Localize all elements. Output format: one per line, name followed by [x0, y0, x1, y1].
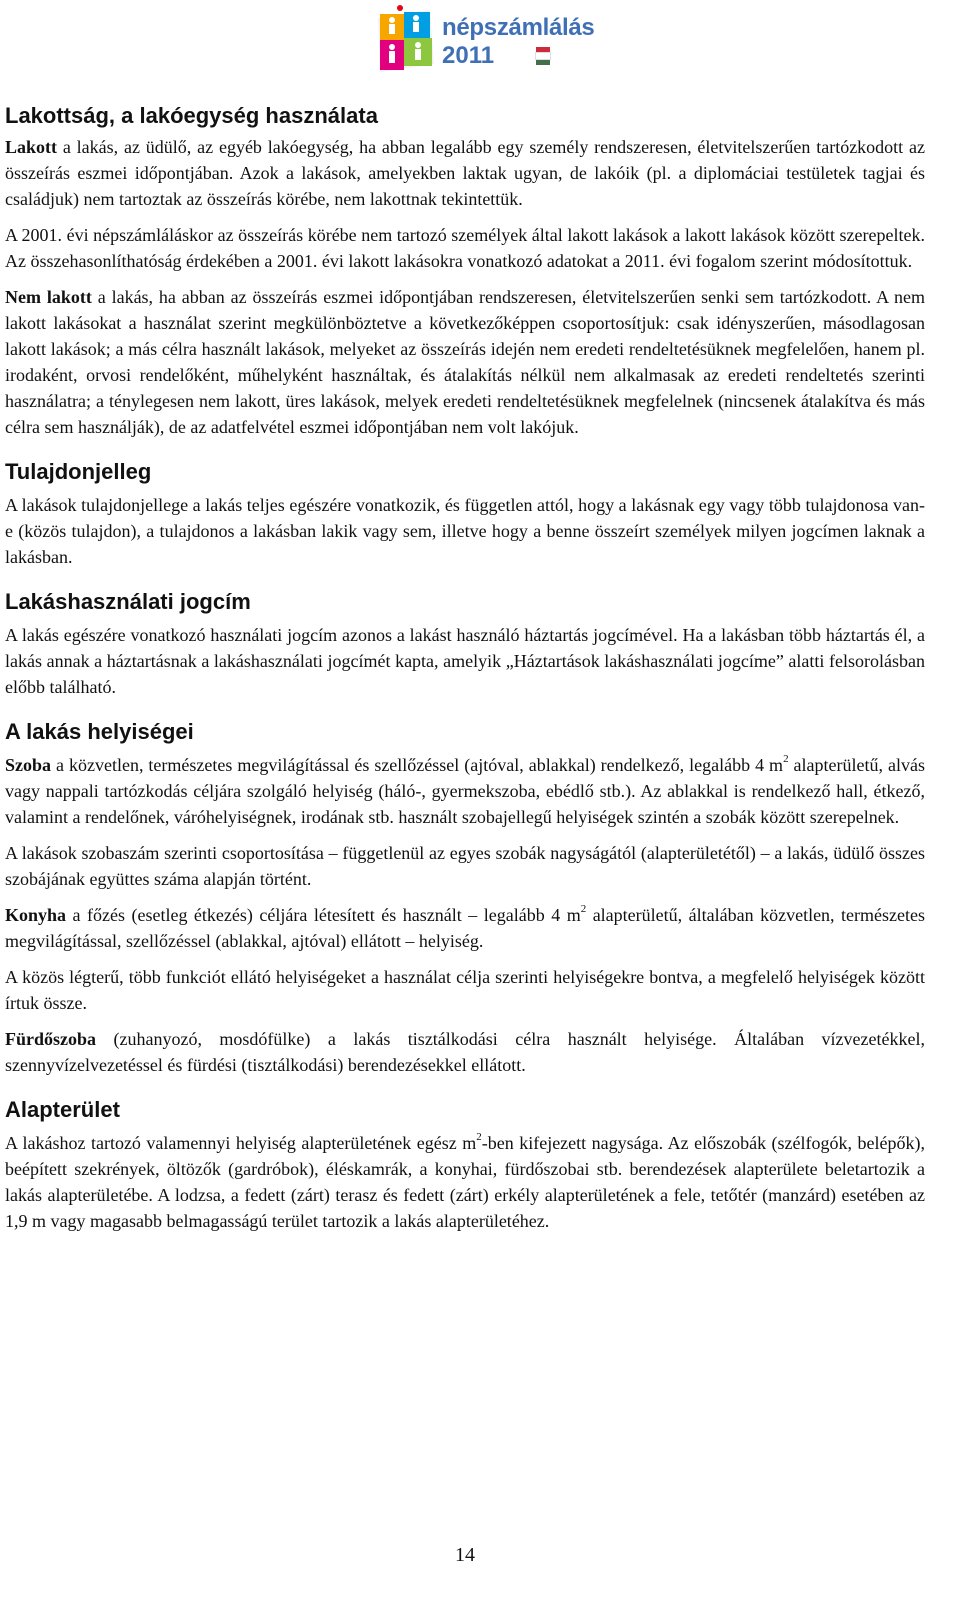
census-figures-icon	[370, 4, 438, 76]
term-nem-lakott: Nem lakott	[5, 287, 92, 307]
term-furdoszoba: Fürdőszoba	[5, 1029, 97, 1049]
page-number: 14	[455, 1544, 475, 1566]
paragraph-alapterulet: A lakáshoz tartozó valamennyi helyiség alapterületének egész $m^2$-ben kifejezett nagysága. Az előszobák (szélfogók, belépők), beépített szekrények, öltözők (gardróbok), éléskamrák, a konyhai, fürdőszobai stb. berendezések alapterülete beletartozik a lakás alapterületébe. A lodzsa, a fedett (zárt) terasz és fedett (zárt) erkély alapterületének a fele, tetőtér (manzárd) esetében az 1,9 m vagy magasabb belmagasságú terület tartozik a lakás alapterületéhez.	[5, 1131, 925, 1231]
document-body	[5, 102, 925, 1234]
section-title-alapterulet: Alapterület	[5, 1097, 120, 1122]
section-title-helyisegei: A lakás helyiségei	[5, 719, 194, 744]
term-konyha: Konyha	[5, 905, 67, 925]
section-title-lakottsag: Lakottság, a lakóegység használata	[5, 103, 378, 128]
paragraph-nem-lakott: Nem lakott a lakás, ha abban az összeírás eszmei időpontjában rendszeresen, életvitelszerűen senki sem tartózkodott. A nem lakott lakásokat a használat szerint megkülönböztetve a következőképpen csoportosítjuk: csak idényszerűen, másodlagosan lakott lakások; a más célra használt lakások, melyeket az összeírás idején nem eredeti rendeltetésüknek megfelelően, hanem pl. irodaként, orvosi rendelőként, műhelyként használtak, és átalakítás nélkül nem alkalmasak az eredeti rendeltetés szerinti használatra; a ténylegesen nem lakott, üres lakások, melyek eredeti rendeltetésüknek megfelelnek (nincsenek átalakítva és más célra sem használják), de az adatfelvétel eszmei időpontjában nem volt lakójuk.	[5, 287, 926, 437]
paragraph-konyha: Konyha a főzés (esetleg étkezés) céljára létesített és használt – legalább 4 $m^2$ alapterületű, általában közvetlen, természetes megvilágítással, szellőzéssel (ablakkal, ajtóval) ellátott – helyiség.	[5, 903, 926, 951]
section-title-tulajdonjelleg: Tulajdonjelleg	[5, 459, 152, 484]
section-title-jogcim: Lakáshasználati jogcím	[5, 589, 251, 614]
paragraph-tulajdonjelleg: A lakások tulajdonjellege a lakás teljes egészére vonatkozik, és független attól, hogy a lakásnak egy vagy több tulajdonosa van-e (közös tulajdon), a tulajdonos a lakásban lakik vagy sem, illetve hogy a benne összeírt személyek milyen jogcímen laknak a lakásban.	[5, 495, 925, 567]
logo-year: 2011	[442, 42, 495, 69]
term-szoba: Szoba	[5, 755, 52, 775]
paragraph-szoba: Szoba a közvetlen, természetes megvilágítással és szellőzéssel (ajtóval, ablakkal) rendelkező, legalább 4 $m^2$ alapterületű, alvás vagy nappali tartózkodás céljára szolgáló helyiség (háló-, gyermekszoba, ebédlő stb.). Az ablakkal is rendelkező hall, étkező, valamint a rendelőnek, váróhelyiségnek, irodának stb. használt szobajellegű helyiségek szintén a szobák között szerepelnek.	[5, 753, 925, 827]
paragraph-kozos-legter: A közös légterű, több funkciót ellátó helyiségeket a használat célja szerinti helyiségekre bontva, a megfelelő helyiségek között írtuk össze.	[5, 967, 925, 1013]
paragraph-jogcim: A lakás egészére vonatkozó használati jogcím azonos a lakást használó háztartás jogcímével. Ha a lakásban több háztartás él, a lakás annak a háztartásnak a lakáshasználati jogcímét kapta, amelyik „Háztartások lakáshasználati jogcíme” alatti felsorolásban előbb található.	[5, 625, 925, 697]
paragraph-szobaszam: A lakások szobaszám szerinti csoportosítása – függetlenül az egyes szobák nagyságától (alapterületétől) – a lakás, üdülő összes szobájának együttes száma alapján történt.	[5, 843, 925, 889]
hungarian-flag-icon	[536, 47, 550, 65]
paragraph-lakott: Lakott a lakás, az üdülő, az egyéb lakóegység, ha abban legalább egy személy rendszeresen, életvitelszerűen tartózkodott az összeírás eszmei időpontjában. Azok a lakások, amelyekben laktak ugyan, de lakóik (pl. a diplomáciai testületek tagjai és családjuk) nem tartoztak az összeírás körébe, nem lakottnak tekintettük.	[5, 137, 925, 209]
term-lakott: Lakott	[5, 137, 58, 157]
paragraph-furdoszoba: Fürdőszoba (zuhanyozó, mosdófülke) a lakás tisztálkodási célra használt helyisége. Általában vízvezetékkel, szennyvízelvezetéssel és fürdési (tisztálkodási) berendezésekkel ellátott.	[5, 1029, 925, 1075]
logo-wordmark: népszámlálás	[442, 14, 595, 41]
nepszamlalas-logo	[370, 4, 596, 76]
paragraph-2001: A 2001. évi népszámláláskor az összeírás körébe nem tartozó személyek által lakott lakások a lakott lakások között szerepeltek. Az összehasonlíthatóság érdekében a 2001. évi lakott lakásokra vonatkozó adatokat a 2011. évi fogalom szerint módosítottuk.	[5, 225, 925, 271]
